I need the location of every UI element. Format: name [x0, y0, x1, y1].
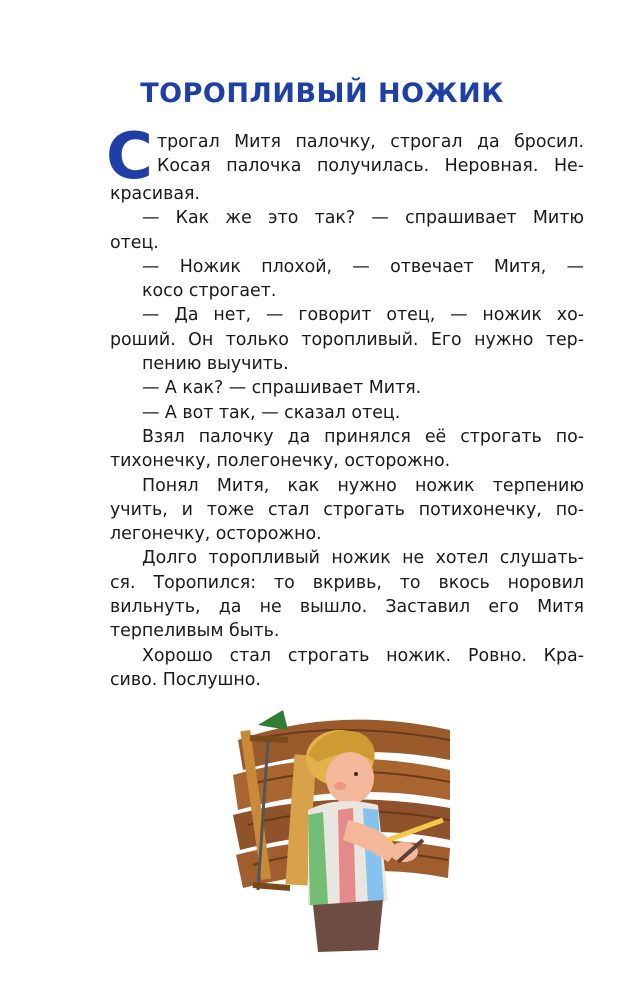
- paragraph-7: [110, 425, 584, 474]
- paragraph-10: [110, 644, 584, 693]
- text-line: — Ножик плохой, — отвечает Митя, —: [142, 256, 584, 277]
- story-text: [106, 120, 584, 692]
- text-line: Хорошо стал строгать ножик. Ровно. Кра-: [142, 645, 584, 666]
- text-line: пению выучить.: [142, 354, 289, 375]
- text-line: тихонечку, полегонечку, осторожно.: [110, 451, 451, 472]
- boy-whittling-illustration: [228, 700, 452, 955]
- text-line: красивая.: [110, 184, 200, 204]
- text-line: ся. Торопился: то вкривь, то вкось норовил: [110, 572, 584, 593]
- text-line: трогал Митя палочку, строгал да бросил.: [156, 132, 584, 152]
- text-line: Взял палочку да принялся её строгать по-: [142, 426, 584, 447]
- text-line: — А вот так, — сказал отец.: [142, 402, 401, 423]
- story-title: ТОРОПЛИВЫЙ НОЖИК: [140, 78, 504, 109]
- paragraph-1: [106, 120, 584, 206]
- text-line: — Как же это так? — спрашивает Митю: [142, 208, 584, 229]
- paragraph-4: [110, 303, 584, 376]
- text-line: сиво. Послушно.: [110, 669, 261, 690]
- text-line: терпеливым быть.: [110, 621, 280, 642]
- text-line: вильнуть, да не вышло. Заставил его Митя: [110, 597, 584, 618]
- paragraph-9: [110, 546, 584, 643]
- drop-cap: С: [106, 120, 153, 194]
- text-line: роший. Он только торопливый. Его нужно тер-: [110, 329, 584, 350]
- paragraph-3: [110, 255, 584, 304]
- paragraph-8: [110, 474, 584, 547]
- paragraph-2: [110, 206, 584, 255]
- text-line: косо строгает.: [142, 281, 277, 302]
- paragraph-6: [110, 401, 584, 425]
- text-line: — Да нет, — говорит отец, — ножик хо-: [142, 305, 584, 326]
- text-line: Понял Митя, как нужно ножик терпению: [142, 475, 584, 496]
- text-line: Долго торопливый ножик не хотел слушать-: [142, 548, 584, 569]
- paragraph-5: [110, 376, 584, 400]
- text-line: отец.: [110, 232, 159, 253]
- text-line: учить, и тоже стал строгать потихонечку, по-: [110, 499, 584, 520]
- text-line: — А как? — спрашивает Митя.: [142, 378, 422, 399]
- text-line: Косая палочка получилась. Неровная. Не-: [156, 156, 584, 177]
- text-line: легонечку, осторожно.: [110, 524, 322, 545]
